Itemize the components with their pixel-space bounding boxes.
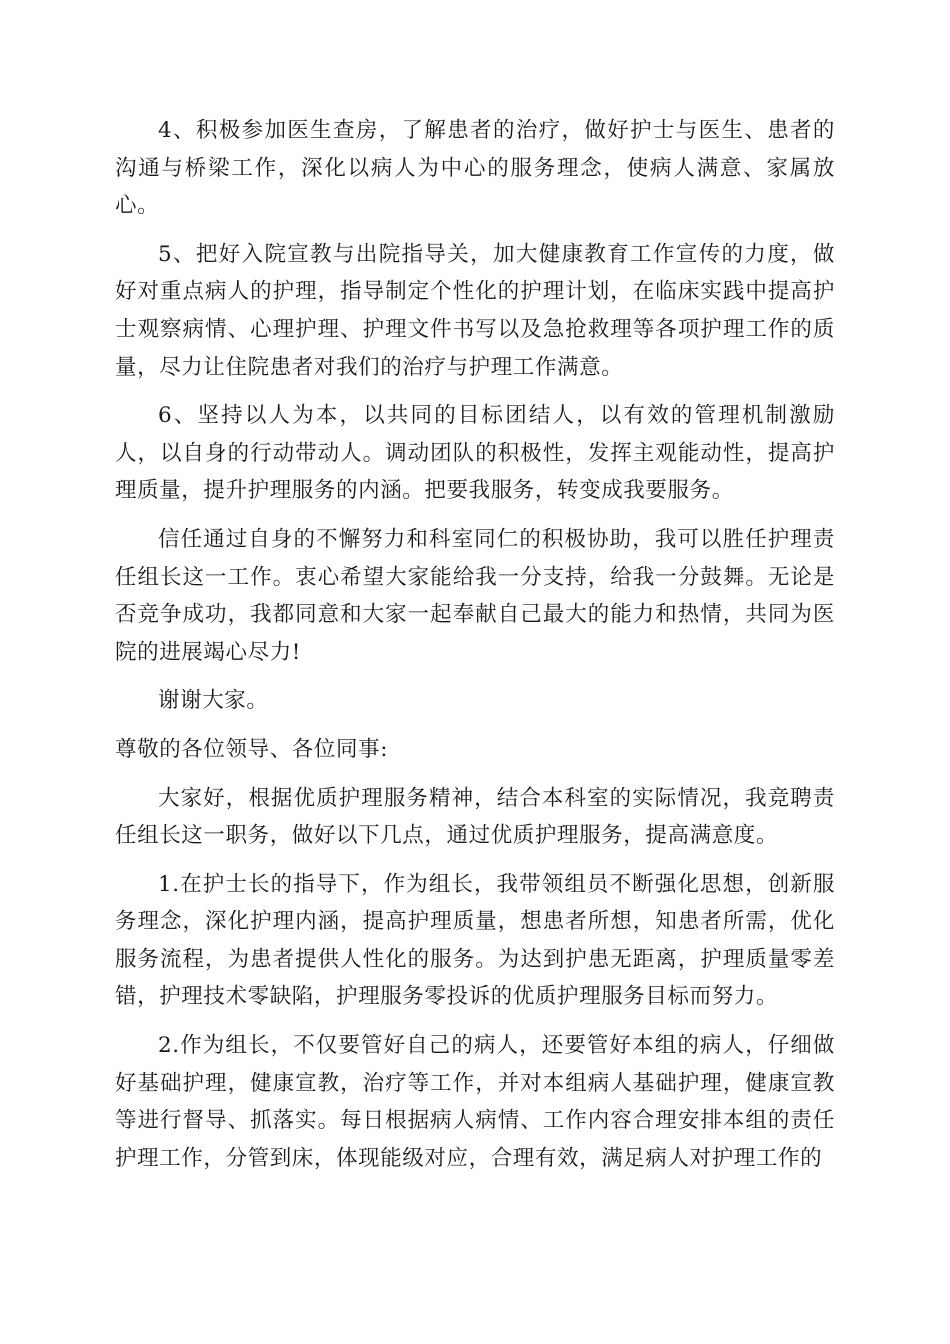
paragraph-salutation: 尊敬的各位领导、各位同事:	[115, 736, 389, 762]
paragraph-point-1: 1.在护士长的指导下，作为组长，我带领组员不断强化思想，创新服务理念，深化护理内涵，提高护理质量，想患者所想，知患者所需，优化服务流程，为患者提供人性化的服务。为达到护患无距离，护理质量零差错，护理技术零缺陷，护理服务零投诉的优质护理服务目标而努力。	[115, 871, 835, 1010]
paragraph-intro: 大家好，根据优质护理服务精神，结合本科室的实际情况，我竞聘责任组长这一职务，做好以下几点，通过优质护理服务，提高满意度。	[115, 785, 835, 849]
paragraph-conclusion: 信任通过自身的不懈努力和科室同仁的积极协助，我可以胜任护理责任组长这一工作。衷心希望大家能给我一分支持，给我一分鼓舞。无论是否竞争成功，我都同意和大家一起奉献自己最大的能力和热情，共同为医院的进展竭心尽力!	[115, 526, 835, 665]
paragraph-thanks: 谢谢大家。	[158, 688, 269, 714]
paragraph-point-2: 2.作为组长，不仅要管好自己的病人，还要管好本组的病人，仔细做好基础护理，健康宣教，治疗等工作，并对本组病人基础护理，健康宣教等进行督导、抓落实。每日根据病人病情、工作内容合理安排本组的责任护理工作，分管到床，体现能级对应，合理有效，满足病人对护理工作的	[115, 1033, 835, 1171]
paragraph-item-6: 6、坚持以人为本，以共同的目标团结人，以有效的管理机制激励人，以自身的行动带动人。调动团队的积极性，发挥主观能动性，提高护理质量，提升护理服务的内涵。把要我服务，转变成我要服务。	[115, 403, 835, 504]
paragraph-item-4: 4、积极参加医生查房，了解患者的治疗，做好护士与医生、患者的沟通与桥梁工作，深化以病人为中心的服务理念，使病人满意、家属放心。	[115, 118, 835, 219]
document-page	[115, 112, 835, 1188]
paragraph-item-5: 5、把好入院宣教与出院指导关，加大健康教育工作宣传的力度，做好对重点病人的护理，指导制定个性化的护理计划，在临床实践中提高护士观察病情、心理护理、护理文件书写以及急抢救理等各项护理工作的质量，尽力让住院患者对我们的治疗与护理工作满意。	[115, 241, 835, 380]
